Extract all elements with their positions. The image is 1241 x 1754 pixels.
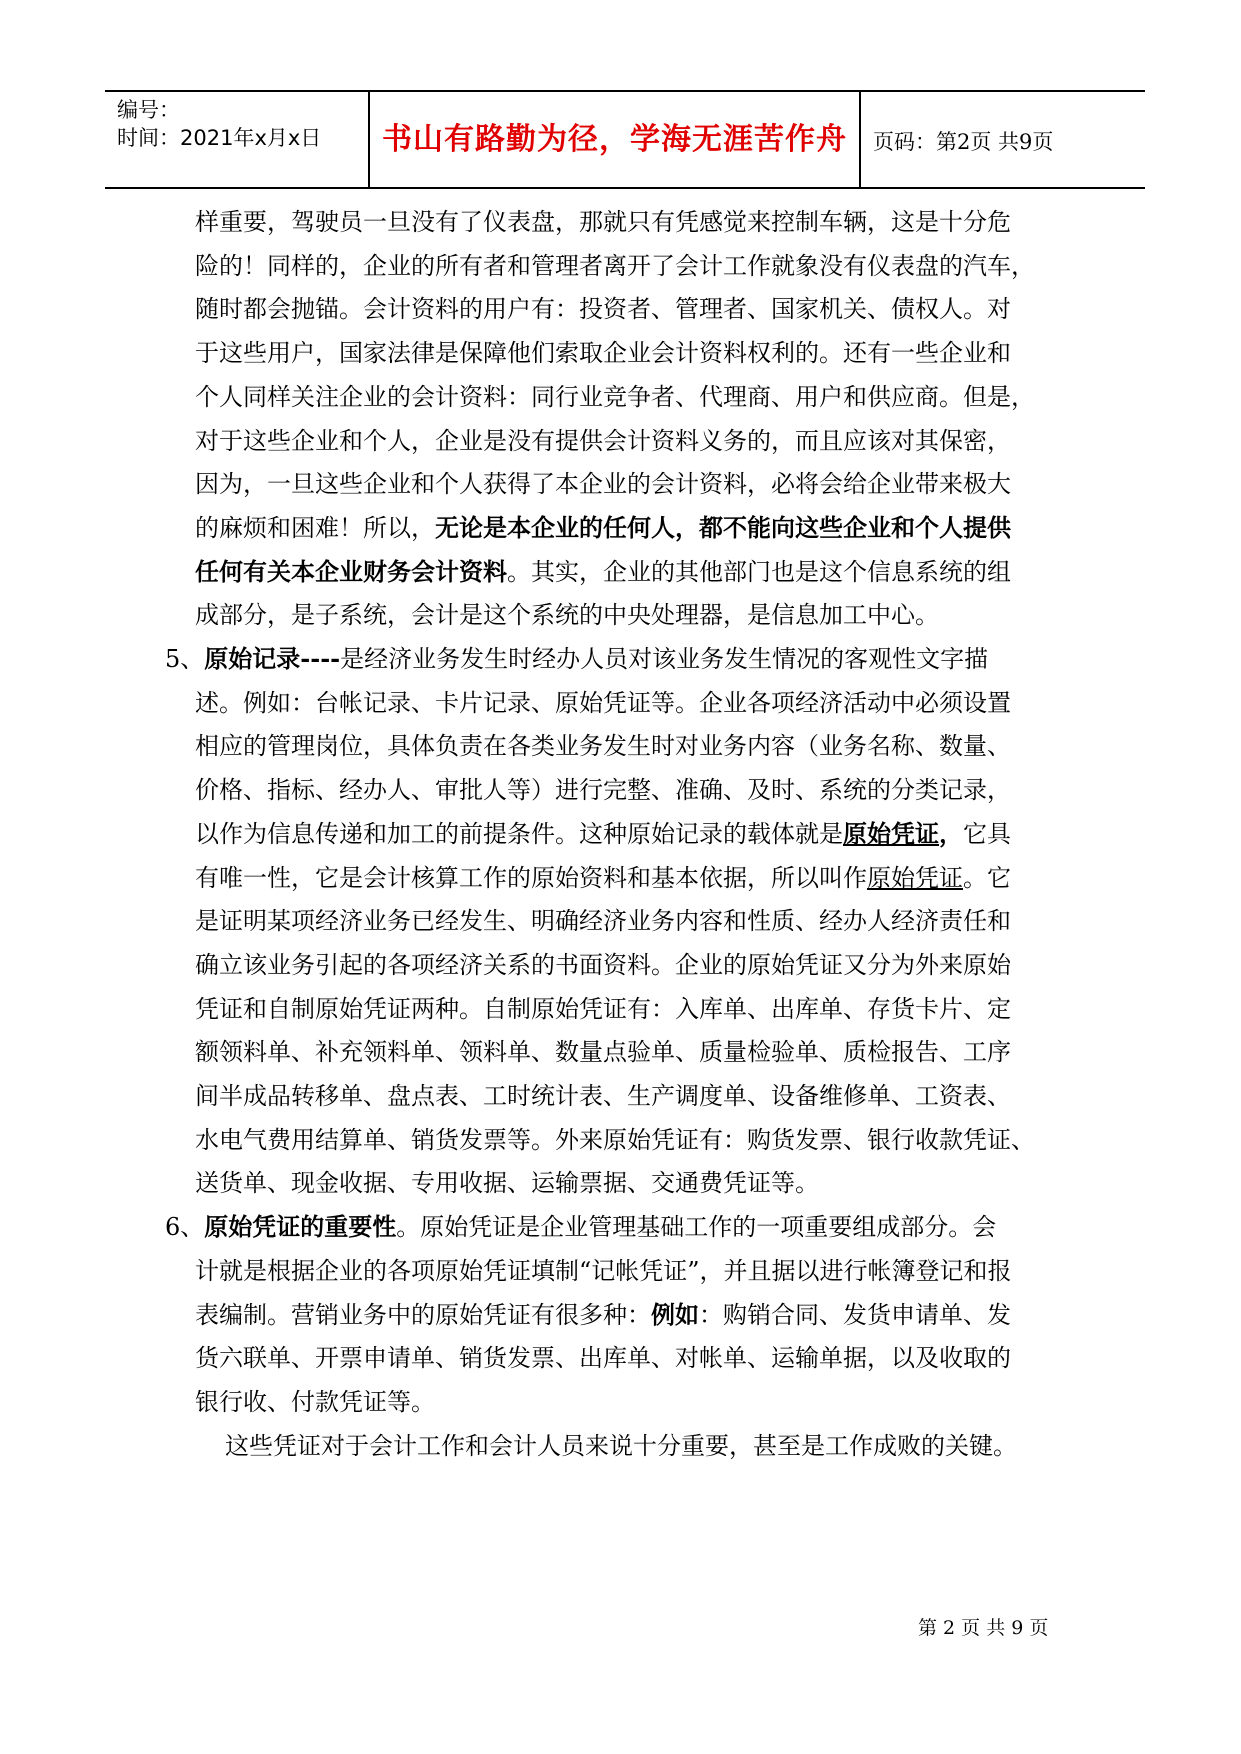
emphasized-text: 任何有关本企业财务会计资料 <box>195 556 507 586</box>
text-span: 确立该业务引起的各项经济关系的书面资料。企业的原始凭证又分为外来原始 <box>195 950 1011 979</box>
text-line <box>195 600 939 630</box>
text-span: 是经济业务发生时经办人员对该业务发生情况的客观性文字描 <box>340 645 989 673</box>
text-line <box>195 1037 1011 1067</box>
text-span: 凭证和自制原始凭证两种。自制原始凭证有：入库单、出库单、存货卡片、定 <box>195 994 1011 1023</box>
text-line <box>195 819 1011 849</box>
text-line <box>195 1256 1012 1286</box>
text-line <box>195 731 1011 761</box>
text-line <box>195 950 1011 980</box>
text-line <box>195 1387 435 1417</box>
text-line <box>195 1081 1011 1111</box>
text-span: 成部分，是子系统，会计是这个系统的中央处理器，是信息加工中心。 <box>195 601 939 630</box>
text-span: ：购销合同、发货申请单、发 <box>699 1300 1011 1329</box>
emphasized-text: 原始凭证 <box>843 818 939 848</box>
text-line <box>195 906 1011 936</box>
emphasized-text: 原始凭证的重要性 <box>204 1212 397 1242</box>
text-line <box>195 557 1011 587</box>
text-span: 险的！同样的，企业的所有者和管理者离开了会计工作就象没有仪表盘的汽车， <box>195 251 1035 280</box>
document-time-label: 时间：2021年x月x日 <box>117 126 322 150</box>
text-line <box>195 994 1011 1024</box>
text-line <box>195 469 1011 499</box>
text-line <box>195 426 1011 456</box>
emphasized-text: 原始记录---- <box>204 644 341 673</box>
text-line <box>165 644 988 674</box>
text-span: 额领料单、补充领料单、领料单、数量点验单、质量检验单、质检报告、工序 <box>195 1038 1011 1067</box>
header-divider <box>859 92 861 187</box>
emphasized-text: 无论是本企业的任何人，都不能向这些企业和个人提供 <box>435 512 1011 542</box>
page-footer: 第 2 页 共 9 页 <box>918 1617 1049 1639</box>
text-span: 个人同样关注企业的会计资料：同行业竞争者、代理商、用户和供应商。但是， <box>195 382 1035 411</box>
text-line <box>195 382 1035 412</box>
text-line <box>165 1212 996 1242</box>
text-span: 于这些用户，国家法律是保障他们索取企业会计资料权利的。还有一些企业和 <box>195 339 1011 368</box>
text-line <box>195 1343 1011 1373</box>
emphasized-text: 原始凭证 <box>867 863 963 892</box>
text-span: 计就是根据企业的各项原始凭证填制“记帐凭证”，并且据以进行帐簿登记和报 <box>195 1256 1012 1285</box>
text-span: 它具 <box>963 819 1011 848</box>
text-span: 随时都会抛锚。会计资料的用户有：投资者、管理者、国家机关、债权人。对 <box>195 295 1011 324</box>
text-line <box>195 338 1011 368</box>
page-header <box>105 90 1145 189</box>
text-span: 对于这些企业和个人，企业是没有提供会计资料义务的，而且应该对其保密， <box>195 426 1011 455</box>
text-span: 送货单、现金收据、专用收据、运输票据、交通费凭证等。 <box>195 1169 819 1198</box>
text-span: 是证明某项经济业务已经发生、明确经济业务内容和性质、经办人经济责任和 <box>195 907 1011 936</box>
emphasized-text: ， <box>939 818 963 848</box>
text-line <box>195 513 1011 543</box>
text-span: 。其实，企业的其他部门也是这个信息系统的组 <box>507 557 1011 586</box>
text-span: 银行收、付款凭证等。 <box>195 1387 435 1416</box>
text-span: 样重要，驾驶员一旦没有了仪表盘，那就只有凭感觉来控制车辆，这是十分危 <box>195 208 1011 236</box>
text-span: 这些凭证对于会计工作和会计人员来说十分重要，甚至是工作成败的关键。 <box>225 1431 1017 1460</box>
text-span: 的麻烦和困难！所以， <box>195 513 435 542</box>
header-page-number: 页码：第2页 共9页 <box>873 130 1054 154</box>
text-line <box>195 688 1011 718</box>
text-span: 。原始凭证是企业管理基础工作的一项重要组成部分。会 <box>396 1213 997 1242</box>
emphasized-text: 例如 <box>651 1299 699 1329</box>
text-span: 。它 <box>963 863 1011 892</box>
text-line <box>195 1300 1011 1330</box>
text-line <box>195 1168 819 1198</box>
text-span: 述。例如：台帐记录、卡片记录、原始凭证等。企业各项经济活动中必须设置 <box>195 688 1011 717</box>
text-span: 因为，一旦这些企业和个人获得了本企业的会计资料，必将会给企业带来极大 <box>195 470 1011 499</box>
text-span: 有唯一性，它是会计核算工作的原始资料和基本依据，所以叫作 <box>195 863 867 892</box>
text-span: 6、 <box>165 1213 205 1242</box>
text-span: 价格、指标、经办人、审批人等）进行完整、准确、及时、系统的分类记录， <box>195 776 1011 805</box>
text-span: 以作为信息传递和加工的前提条件。这种原始记录的载体就是 <box>195 819 843 848</box>
text-line <box>195 1125 1035 1155</box>
header-motto: 书山有路勤为径，学海无涯苦作舟 <box>382 122 847 157</box>
text-line <box>195 294 1011 324</box>
text-line <box>195 251 1035 281</box>
text-line <box>195 863 1011 893</box>
text-span: 表编制。营销业务中的原始凭证有很多种： <box>195 1300 651 1329</box>
text-line <box>225 1431 1017 1461</box>
document-number-label: 编号： <box>117 98 180 122</box>
text-span: 相应的管理岗位，具体负责在各类业务发生时对业务内容（业务名称、数量、 <box>195 732 1011 761</box>
text-line <box>195 207 1011 237</box>
text-span: 货六联单、开票申请单、销货发票、出库单、对帐单、运输单据，以及收取的 <box>195 1344 1011 1373</box>
text-span: 水电气费用结算单、销货发票等。外来原始凭证有：购货发票、银行收款凭证、 <box>195 1125 1035 1154</box>
text-line <box>195 775 1011 805</box>
header-left-block <box>117 96 357 152</box>
text-span: 间半成品转移单、盘点表、工时统计表、生产调度单、设备维修单、工资表、 <box>195 1082 1011 1110</box>
text-span: 5、 <box>165 645 205 673</box>
